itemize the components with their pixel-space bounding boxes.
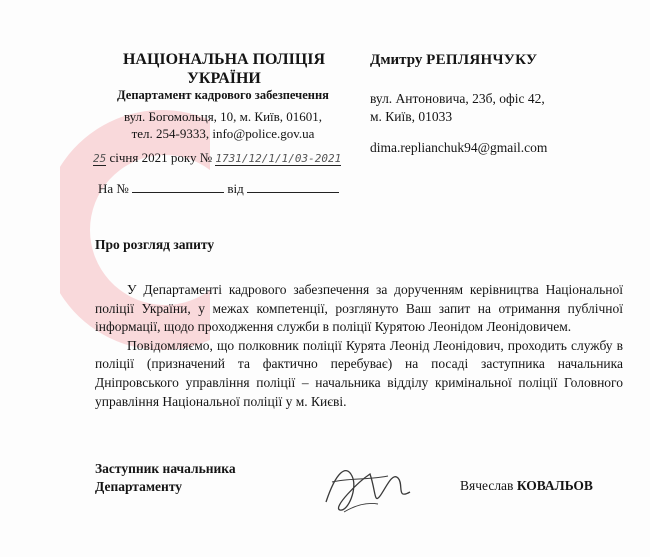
recipient-address (370, 90, 545, 126)
recipient-address-line1: вул. Антоновича, 23б, офіс 42, (370, 91, 545, 106)
recipient-email: dima.replianchuk94@gmail.com (370, 140, 548, 155)
ref-date-text: січня 2021 року № (109, 150, 213, 165)
handwritten-signature (318, 452, 418, 522)
incoming-number-label: На № (98, 181, 129, 196)
incoming-date-blank (247, 180, 339, 193)
signatory-title (95, 460, 236, 496)
recipient-address-line2: м. Київ, 01033 (370, 109, 453, 124)
letter-body (95, 281, 623, 411)
signatory-surname: КОВАЛЬОВ (516, 478, 593, 493)
department-name: Департамент кадрового забезпечення (117, 88, 329, 102)
body-paragraph-2: Повідомляємо, що полковник поліції Курята Леонід Леонідович, проходить службу в поліції (призначений та фактично перебуває) на посаді заступника начальника Дніпровського управління поліції – начальника відділу кримінальної поліції Головного управління Національної поліції у м. Києві. (95, 337, 623, 409)
signatory-title-line1: Заступник начальника (95, 461, 236, 476)
signatory-title-line2: Департаменту (95, 479, 183, 494)
signatory-first-name: Вячеслав (460, 478, 514, 493)
outgoing-reference (93, 150, 341, 166)
recipient-surname: РЕПЛЯНЧУКУ (426, 52, 538, 68)
incoming-reference (98, 180, 339, 197)
recipient-name (370, 52, 537, 69)
org-address-line1: вул. Богомольця, 10, м. Київ, 01601, (123, 109, 323, 124)
org-address (92, 108, 354, 142)
incoming-date-label: від (227, 181, 244, 196)
org-name: НАЦІОНАЛЬНА ПОЛІЦІЯ УКРАЇНИ (122, 51, 326, 87)
ref-day: 25 (93, 152, 107, 165)
recipient-first-name: Дмитру (370, 52, 423, 68)
ref-number: 1731/12/1/1/03-2021 (215, 152, 342, 165)
signatory-name (460, 478, 593, 494)
body-paragraph-1: У Департаменті кадрового забезпечення за дорученням керівництва Національної поліції України, у межах компетенції, розглянуто Ваш запит на отримання публічної інформації, щодо проходження служби в поліції Курятою Леонідом Леонідовичем. (95, 282, 623, 335)
letter-subject: Про розгляд запиту (95, 237, 215, 252)
incoming-number-blank (132, 180, 224, 193)
org-address-line2: тел. 254-9333, info@police.gov.ua (131, 126, 315, 141)
